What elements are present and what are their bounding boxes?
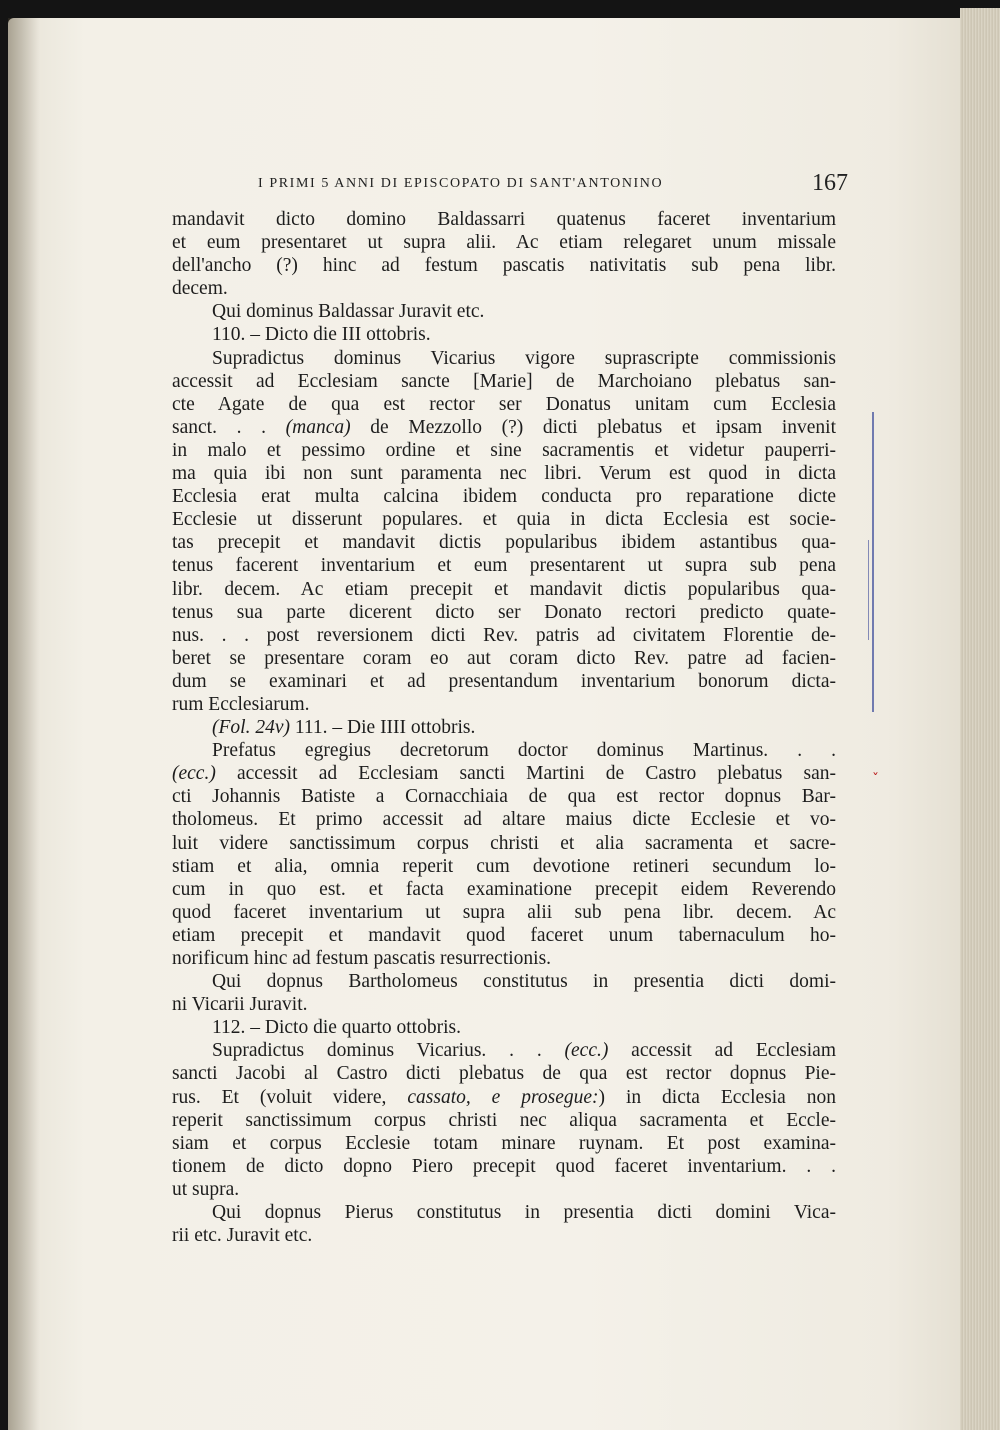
text-line: ni Vicarii Juravit. [172, 994, 308, 1016]
text-line: rii etc. Juravit etc. [172, 1225, 313, 1247]
marginal-tick-icon: ˇ [872, 772, 879, 788]
text-line: reperit sanctissimum corpus christi nec aliqua sacramenta et Eccle- [172, 1109, 836, 1131]
text-line: decem. [172, 278, 228, 300]
paragraph-entry-112 [172, 1039, 836, 1201]
text-line: Prefatus egregius decretorum doctor dominus Martinus. . . [212, 740, 836, 762]
text-line: cum in quo est. et facta examinatione precepit eidem Reverendo [172, 878, 836, 900]
marginal-pencil-line [868, 540, 869, 640]
text-line: luit videre sanctissimum corpus christi et alia sacramenta et sacre- [172, 832, 836, 854]
text-line: rum Ecclesiarum. [172, 693, 310, 715]
text-line: beret se presentare coram eo aut coram dicto Rev. patre ad facien- [172, 647, 836, 669]
paragraph-entry-110 [172, 347, 836, 717]
text-line: tenus sua parte dicerent dicto ser Donato rectori predicto quate- [172, 601, 836, 623]
spine-shadow [8, 18, 40, 1430]
text-line: tas precepit et mandavit dictis popularibus ibidem astantibus qua- [172, 532, 836, 554]
text-line: accessit ad Ecclesiam sancte [Marie] de Marchoiano plebatus san- [172, 370, 836, 392]
text-line: cti Johannis Batiste a Cornacchiaia de qua est rector dopnus Bar- [172, 786, 836, 808]
text-line: ut supra. [172, 1178, 240, 1200]
marginal-pencil-line [872, 412, 874, 712]
text-line: tholomeus. Et primo accessit ad altare maius dicte Ecclesie et vo- [172, 809, 836, 831]
text-line: stiam et alia, omnia reperit cum devotione retineri secundum lo- [172, 855, 836, 877]
text-line: Ecclesia erat multa calcina ibidem conducta pro reparatione dicte [172, 486, 836, 508]
text-line: mandavit dicto domino Baldassarri quatenus faceret inventarium [172, 209, 836, 230]
text-line: etiam precepit et mandavit quod faceret unum tabernaculum ho- [172, 924, 836, 946]
text-line: in malo et pessimo ordine et sine sacramentis et videtur pauperri- [172, 439, 836, 461]
text-line: quod faceret inventarium ut supra alii sub pena libr. decem. Ac [172, 901, 836, 923]
body-text [172, 208, 836, 1247]
page-header [258, 170, 848, 200]
paragraph-oath-112 [172, 1201, 836, 1247]
text-line: sancti Jacobi al Castro dicti plebatus de qua est rector dopnus Pie- [172, 1063, 836, 1085]
running-title: I PRIMI 5 ANNI DI EPISCOPATO DI SANT'ANTONINO [258, 176, 664, 191]
text-line: sanct. . . (manca) de Mezzollo (?) dicti plebatus et ipsam invenit [172, 416, 836, 438]
text-line: Supradictus dominus Vicarius vigore suprascripte commissionis [212, 347, 836, 369]
text-line: dum se examinari et ad presentandum inventarium bonorum dicta- [172, 670, 836, 692]
text-line: tenus facerent inventarium et eum presentarent ut supra sub pena [172, 555, 836, 577]
text-line: cte Agate de qua est rector ser Donatus unitam cum Ecclesia [172, 393, 836, 415]
entry-heading-111: (Fol. 24v) 111. – Die IIII ottobris. [212, 717, 476, 739]
entry-heading-110: 110. – Dicto die III ottobris. [212, 324, 431, 346]
entry-heading-112: 112. – Dicto die quarto ottobris. [212, 1017, 461, 1039]
page-edges [960, 8, 1000, 1430]
text-line: nus. . . post reversionem dicti Rev. patris ad civitatem Florentie de- [172, 624, 836, 646]
text-line: tionem de dicto dopno Piero precepit quod faceret inventarium. . . [172, 1155, 836, 1177]
text-line: Qui dominus Baldassar Juravit etc. [212, 301, 485, 323]
text-line: ma quia ibi non sunt paramenta nec libri. Verum est quod in dicta [172, 463, 836, 485]
text-line: et eum presentaret ut supra alii. Ac etiam relegaret unum missale [172, 232, 836, 254]
text-line: rus. Et (voluit videre, cassato, e prosegue:) in dicta Ecclesia non [172, 1086, 836, 1108]
paragraph-continuation [172, 208, 836, 300]
text-line: Supradictus dominus Vicarius. . . (ecc.) accessit ad Ecclesiam [212, 1040, 836, 1062]
text-line: Qui dopnus Bartholomeus constitutus in presentia dicti domi- [212, 971, 836, 993]
text-line: dell'ancho (?) hinc ad festum pascatis nativitatis sub pena libr. [172, 255, 836, 277]
text-line: Qui dopnus Pierus constitutus in presentia dicti domini Vica- [212, 1202, 836, 1224]
text-line: Ecclesie ut disserunt populares. et quia in dicta Ecclesia est socie- [172, 509, 836, 531]
text-line: siam et corpus Ecclesie totam minare ruynam. Et post examina- [172, 1132, 836, 1154]
text-line: norificum hinc ad festum pascatis resurrectionis. [172, 948, 552, 969]
text-line: (ecc.) accessit ad Ecclesiam sancti Martini de Castro plebatus san- [172, 763, 836, 785]
text-line: libr. decem. Ac etiam precepit et mandavit dictis popularibus qua- [172, 578, 836, 600]
paragraph-entry-111 [172, 739, 836, 970]
paragraph-oath-111 [172, 970, 836, 1016]
page-number: 167 [812, 170, 848, 196]
